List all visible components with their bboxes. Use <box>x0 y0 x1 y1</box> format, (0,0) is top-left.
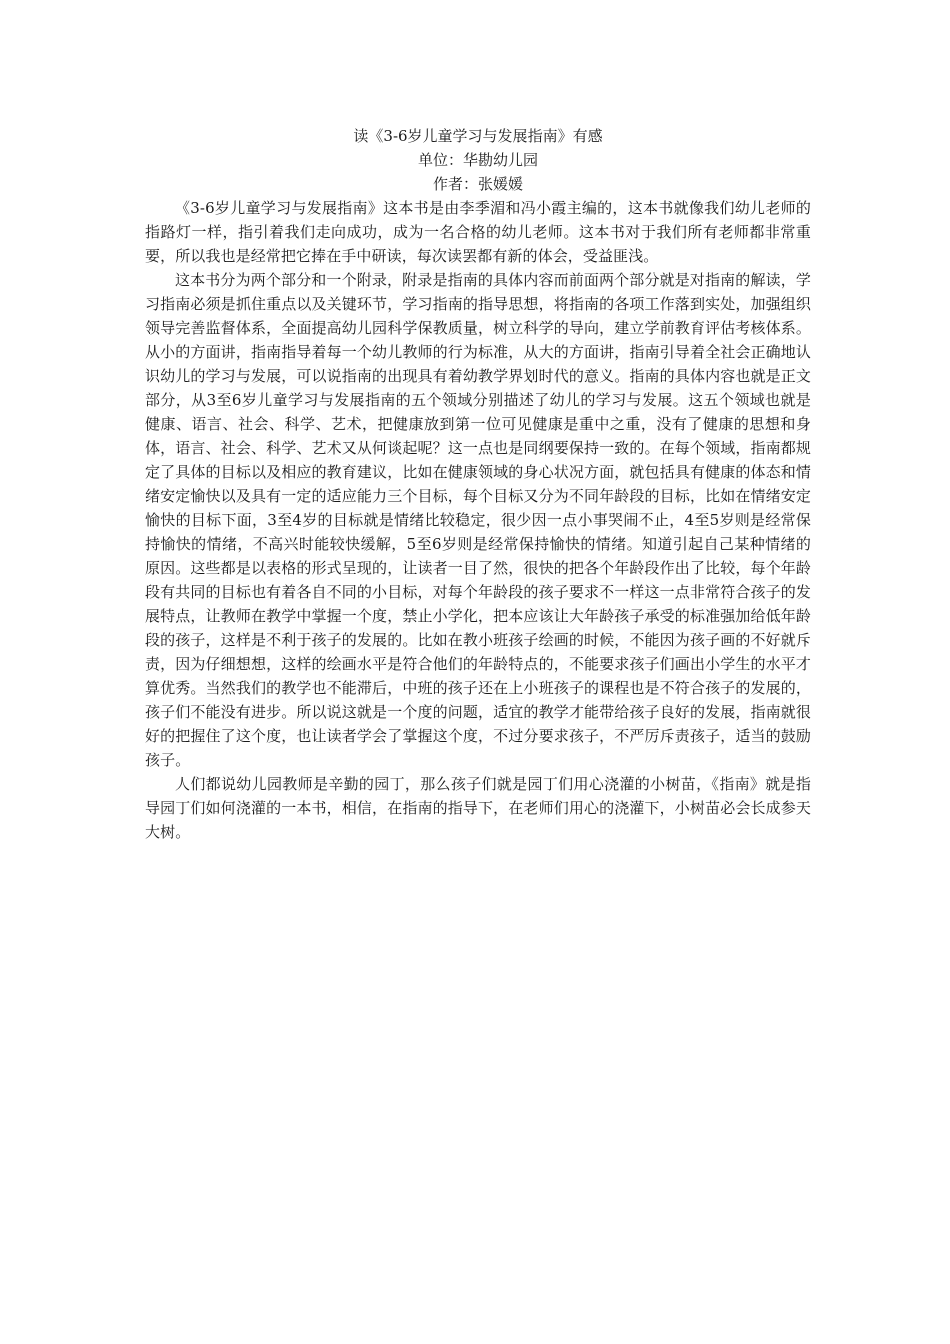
paragraph-intro: 《3-6岁儿童学习与发展指南》这本书是由李季湄和冯小霞主编的，这本书就像我们幼儿老师的指路灯一样，指引着我们走向成功，成为一名合格的幼儿老师。这本书对于我们所有老师都非常重要，所以我也是经常把它捧在手中研读，每次读罢都有新的体会，受益匪浅。 <box>145 199 811 265</box>
document-body <box>145 124 811 844</box>
document-author: 作者：张媛媛 <box>432 175 523 193</box>
paragraph-conclusion: 人们都说幼儿园教师是辛勤的园丁，那么孩子们就是园丁们用心浇灌的小树苗，《指南》就是指导园丁们如何浇灌的一本书，相信，在指南的指导下，在老师们用心的浇灌下，小树苗必会长成参天大树。 <box>145 775 811 841</box>
document-title: 读《3-6岁儿童学习与发展指南》有感 <box>353 127 603 145</box>
document-unit: 单位：华勘幼儿园 <box>417 151 538 169</box>
paragraph-main: 这本书分为两个部分和一个附录，附录是指南的具体内容而前面两个部分就是对指南的解读，学习指南必须是抓住重点以及关键环节，学习指南的指导思想，将指南的各项工作落到实处，加强组织领导完善监督体系，全面提高幼儿园科学保教质量，树立科学的导向，建立学前教育评估考核体系。从小的方面讲，指南指导着每一个幼儿教师的行为标准，从大的方面讲，指南引导着全社会正确地认识幼儿的学习与发展，可以说指南的出现具有着幼教学界划时代的意义。指南的具体内容也就是正文部分，从3至6岁儿童学习与发展指南的五个领域分别描述了幼儿的学习与发展。这五个领域也就是健康、语言、社会、科学、艺术，把健康放到第一位可见健康是重中之重，没有了健康的思想和身体，语言、社会、科学、艺术又从何谈起呢？这一点也是同纲要保持一致的。在每个领域，指南都规定了具体的目标以及相应的教育建议，比如在健康领域的身心状况方面，就包括具有健康的体态和情绪安定愉快以及具有一定的适应能力三个目标，每个目标又分为不同年龄段的目标，比如在情绪安定愉快的目标下面，3至4岁的目标就是情绪比较稳定，很少因一点小事哭闹不止，4至5岁则是经常保持愉快的情绪，不高兴时能较快缓解，5至6岁则是经常保持愉快的情绪。知道引起自己某种情绪的原因。这些都是以表格的形式呈现的，让读者一目了然，很快的把各个年龄段作出了比较，每个年龄段有共同的目标也有着各自不同的小目标，对每个年龄段的孩子要求不一样这一点非常符合孩子的发展特点，让教师在教学中掌握一个度，禁止小学化，把本应该让大年龄孩子承受的标准强加给低年龄段的孩子，这样是不利于孩子的发展的。比如在教小班孩子绘画的时候，不能因为孩子画的不好就斥责，因为仔细想想，这样的绘画水平是符合他们的年龄特点的，不能要求孩子们画出小学生的水平才算优秀。当然我们的教学也不能滞后，中班的孩子还在上小班孩子的课程也是不符合孩子的发展的，孩子们不能没有进步。所以说这就是一个度的问题，适宜的教学才能带给孩子良好的发展，指南就很好的把握住了这个度，也让读者学会了掌握这个度，不过分要求孩子，不严厉斥责孩子，适当的鼓励孩子。 <box>145 271 811 769</box>
